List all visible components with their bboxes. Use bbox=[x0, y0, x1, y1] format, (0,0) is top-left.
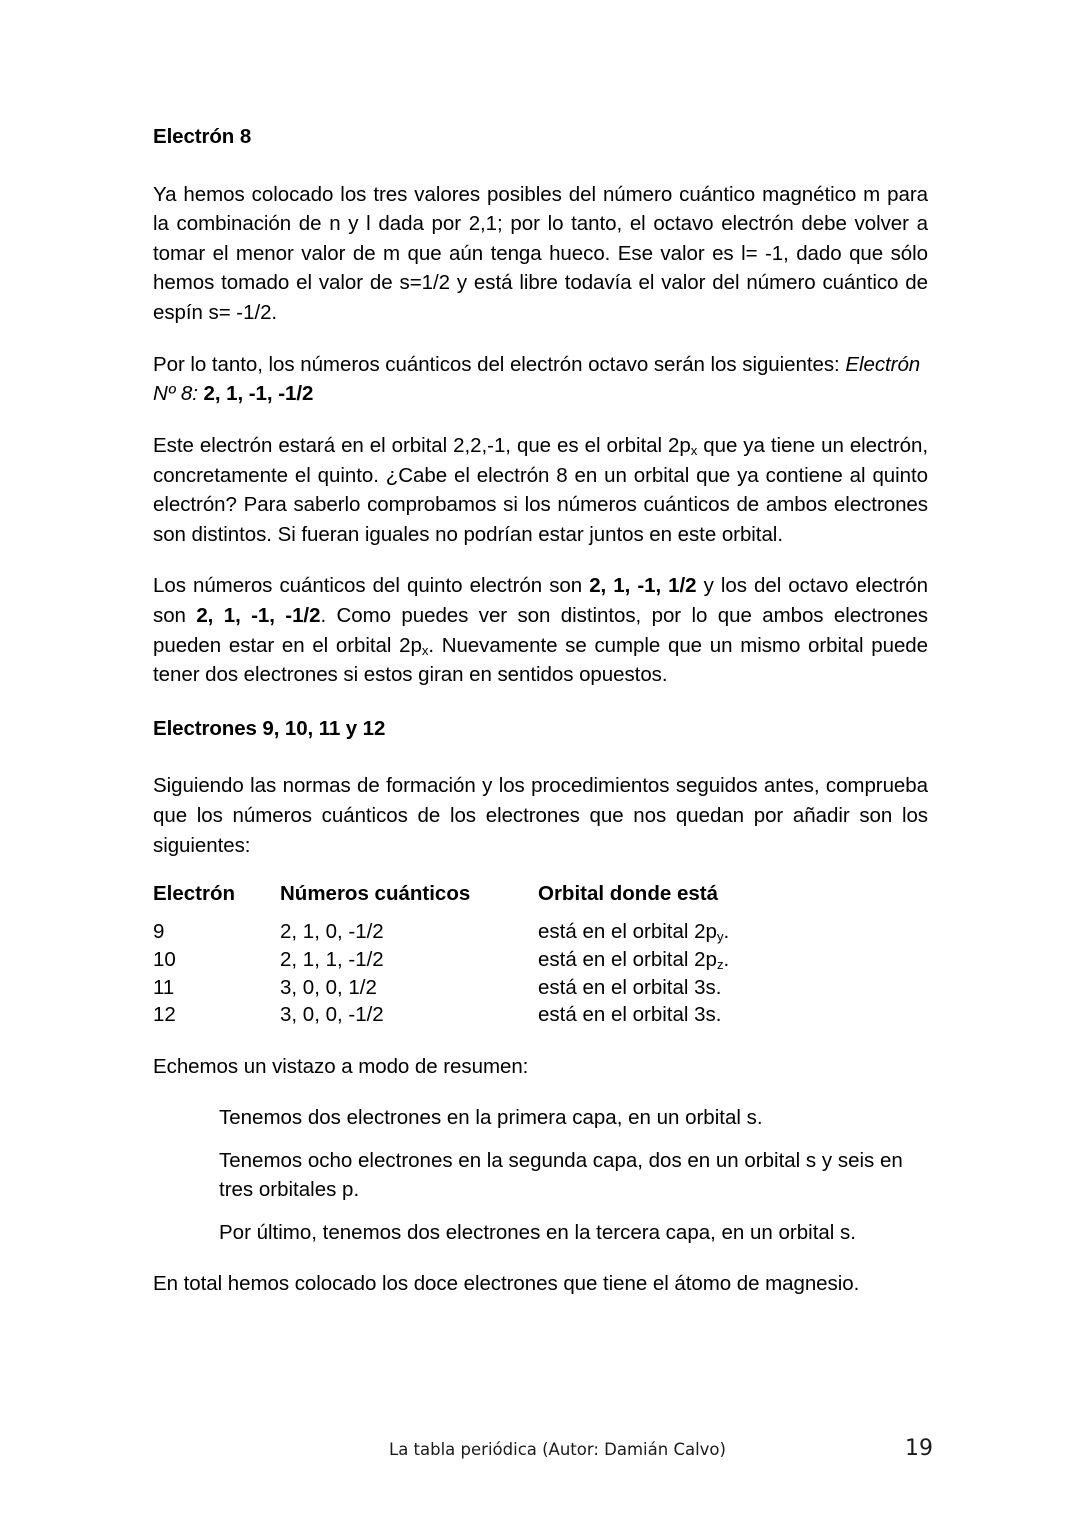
paragraph-orbital-2px-check bbox=[153, 431, 928, 549]
spacer bbox=[153, 409, 928, 431]
paragraph-text-part-a: Los números cuánticos del quinto electrón son bbox=[153, 574, 590, 598]
paragraph-text-part-b: y los del octavo electrón son bbox=[153, 574, 928, 627]
quantum-values-fifth-bold: 2, 1, -1, 1/2 bbox=[589, 574, 697, 598]
column-header-orbital: Orbital donde está bbox=[538, 882, 718, 906]
cell-orbital bbox=[538, 947, 928, 975]
paragraph-text-part-a: Este electrón estará en el orbital 2,2,-1, que es el orbital 2p bbox=[153, 433, 691, 457]
paragraph-remaining-electrons-intro: Siguiendo las normas de formación y los procedimientos seguidos antes, comprueba que los números cuánticos de los electrones que nos quedan por añadir son los siguientes: bbox=[153, 774, 928, 857]
cell-orbital-text: está en el orbital 3s bbox=[538, 1003, 716, 1027]
table-row bbox=[153, 1002, 928, 1030]
table-row bbox=[153, 919, 928, 947]
cell-electron-number: 11 bbox=[153, 975, 175, 999]
subscript-x: x bbox=[690, 442, 698, 458]
cell-orbital bbox=[538, 919, 928, 947]
spacer bbox=[153, 549, 928, 571]
cell-orbital-period: . bbox=[723, 947, 730, 971]
paragraph-text-part-c: . Como puedes ver son distintos, por lo que ambos electrones pueden estar en el orbital 2p bbox=[153, 603, 928, 657]
electron-label-italic: Electrón Nº 8: bbox=[153, 352, 921, 406]
table-row bbox=[153, 975, 928, 1003]
cell-orbital-period: . bbox=[715, 975, 722, 999]
cell-orbital-period: . bbox=[715, 1003, 722, 1027]
page-content bbox=[153, 124, 928, 1299]
table-row bbox=[153, 947, 928, 975]
paragraph-text-part-b: que ya tiene un electrón, concretamente el quinto. ¿Cabe el electrón 8 en un orbital que ya contiene al quinto electrón? Para saberlo comprobamos si los números cuánticos de ambos electrones son distintos. Si fueran iguales no podrían estar juntos en este orbital. bbox=[153, 433, 928, 546]
paragraph-total-electrons: En total hemos colocado los doce electrones que tiene el átomo de magnesio. bbox=[153, 1272, 860, 1296]
list-item: Tenemos ocho electrones en la segunda capa, dos en un orbital s y seis en tres orbitales p. bbox=[219, 1148, 903, 1202]
summary-list bbox=[153, 1103, 928, 1247]
cell-electron-number: 9 bbox=[153, 920, 165, 944]
cell-quantum-numbers: 2, 1, 1, -1/2 bbox=[280, 947, 384, 971]
paragraph-electron-8-values bbox=[153, 350, 928, 409]
quantum-numbers-table bbox=[153, 882, 928, 1030]
cell-electron-number: 10 bbox=[153, 947, 176, 971]
spacer bbox=[153, 1030, 928, 1052]
footer-document-title: La tabla periódica (Autor: Damián Calvo) bbox=[389, 1440, 726, 1459]
spacer bbox=[153, 1081, 928, 1103]
footer-page-number: 19 bbox=[905, 1436, 933, 1461]
cell-quantum-numbers: 2, 1, 0, -1/2 bbox=[280, 920, 384, 944]
cell-quantum-numbers: 3, 0, 0, -1/2 bbox=[280, 1003, 384, 1027]
quantum-values-eighth-bold: 2, 1, -1, -1/2 bbox=[196, 603, 321, 627]
cell-electron-number: 12 bbox=[153, 1003, 176, 1027]
spacer bbox=[153, 1247, 928, 1269]
column-header-quantum-numbers: Números cuánticos bbox=[280, 882, 471, 906]
spacer bbox=[153, 742, 928, 771]
paragraph-lead-text: Por lo tanto, los números cuánticos del electrón octavo serán los siguientes: bbox=[153, 352, 846, 376]
subscript-z: z bbox=[716, 956, 724, 972]
paragraph-electron-8-intro: Ya hemos colocado los tres valores posibles del número cuántico magnético m para la combinación de n y l dada por 2,1; por lo tanto, el octavo electrón debe volver a tomar el menor valor de m que aún tenga hueco. Ese valor es l= -1, dado que sólo hemos tomado el valor de s=1/2 y está libre todavía el valor del número cuántico de espín s= -1/2. bbox=[153, 182, 928, 325]
spacer bbox=[153, 690, 928, 716]
paragraph-comparison-fifth-eighth bbox=[153, 571, 928, 689]
cell-orbital bbox=[538, 1002, 928, 1030]
cell-orbital-period: . bbox=[723, 920, 730, 944]
table-header-row bbox=[153, 882, 928, 919]
paragraph-text-part-d: . Nuevamente se cumple que un mismo orbital puede tener dos electrones si estos giran en sentidos opuestos. bbox=[153, 633, 929, 687]
spacer bbox=[153, 151, 928, 180]
subscript-y: y bbox=[716, 929, 724, 945]
heading-electrones-9-10-11-12: Electrones 9, 10, 11 y 12 bbox=[153, 716, 386, 740]
spacer bbox=[153, 328, 928, 350]
cell-orbital-text: está en el orbital 2p bbox=[538, 947, 717, 971]
cell-quantum-numbers: 3, 0, 0, 1/2 bbox=[280, 975, 377, 999]
paragraph-summary-intro: Echemos un vistazo a modo de resumen: bbox=[153, 1054, 529, 1078]
heading-electron-8: Electrón 8 bbox=[153, 125, 252, 148]
cell-orbital-text: está en el orbital 3s bbox=[538, 975, 716, 999]
cell-orbital-text: está en el orbital 2p bbox=[538, 920, 717, 944]
column-header-electron: Electrón bbox=[153, 882, 236, 906]
electron-quantum-values-bold: 2, 1, -1, -1/2 bbox=[203, 382, 314, 406]
list-item: Por último, tenemos dos electrones en la tercera capa, en un orbital s. bbox=[219, 1220, 856, 1244]
page-footer bbox=[0, 1436, 1080, 1490]
list-item: Tenemos dos electrones en la primera capa, en un orbital s. bbox=[219, 1106, 763, 1130]
spacer bbox=[153, 860, 928, 882]
cell-orbital bbox=[538, 975, 928, 1003]
subscript-x: x bbox=[421, 642, 429, 658]
